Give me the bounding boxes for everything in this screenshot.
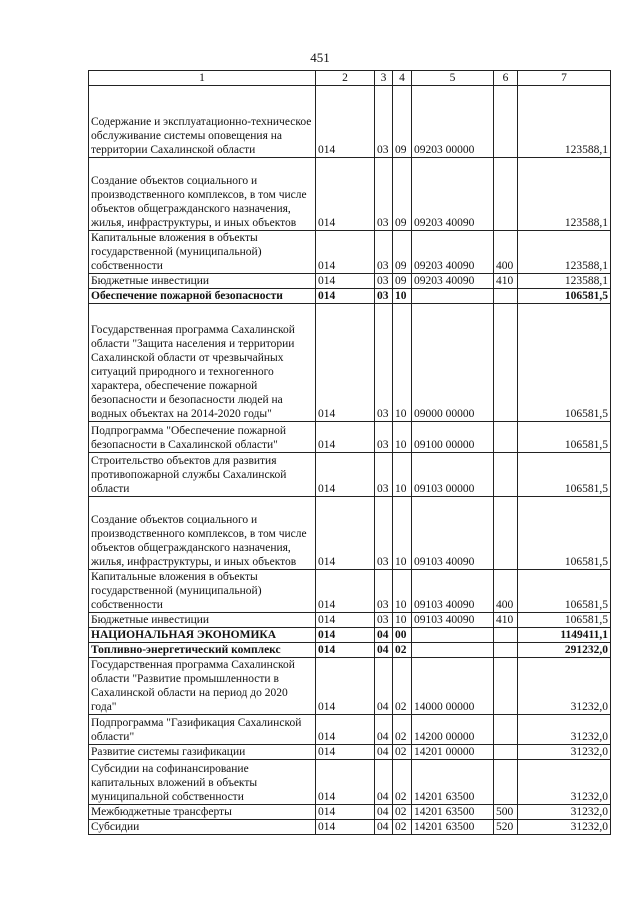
row-name: Топливно-энергетический комплекс: [89, 643, 316, 658]
row-name: Создание объектов социального и производственного комплексов, в том числе объектов общегражданского назначения, жилья, инфраструктуры, и иных объектов: [89, 497, 316, 570]
row-amount: 31232,0: [518, 820, 611, 835]
row-section-code: 04: [375, 805, 393, 820]
row-ministry-code: 014: [316, 86, 375, 158]
row-name: Создание объектов социального и производственного комплексов, в том числе объектов общегражданского назначения, жилья, инфраструктуры, и иных объектов: [89, 158, 316, 231]
row-ministry-code: 014: [316, 497, 375, 570]
row-section-code: 03: [375, 274, 393, 289]
row-ministry-code: 014: [316, 658, 375, 715]
row-expense-type-code: 520: [494, 820, 518, 835]
row-amount: 123588,1: [518, 158, 611, 231]
table-row: [89, 453, 611, 497]
row-ministry-code: 014: [316, 715, 375, 745]
row-amount: 31232,0: [518, 805, 611, 820]
page-number: 451: [310, 50, 330, 65]
row-target-article-code: 09103 40090: [412, 613, 494, 628]
row-target-article-code: 09103 00000: [412, 453, 494, 497]
table-row: [89, 274, 611, 289]
row-section-code: 04: [375, 628, 393, 643]
table-row: [89, 422, 611, 453]
row-expense-type-code: [494, 760, 518, 805]
row-expense-type-code: [494, 86, 518, 158]
row-subsection-code: 02: [393, 745, 412, 760]
row-target-article-code: 09100 00000: [412, 422, 494, 453]
row-expense-type-code: [494, 715, 518, 745]
row-target-article-code: 09103 40090: [412, 497, 494, 570]
row-subsection-code: 09: [393, 274, 412, 289]
row-ministry-code: 014: [316, 643, 375, 658]
row-expense-type-code: [494, 497, 518, 570]
row-subsection-code: 02: [393, 760, 412, 805]
header-cell: 2: [316, 71, 375, 86]
table-row: [89, 805, 611, 820]
row-target-article-code: 14201 63500: [412, 805, 494, 820]
row-ministry-code: 014: [316, 231, 375, 274]
row-ministry-code: 014: [316, 613, 375, 628]
row-ministry-code: 014: [316, 422, 375, 453]
row-ministry-code: 014: [316, 628, 375, 643]
row-target-article-code: [412, 628, 494, 643]
header-cell: 5: [412, 71, 494, 86]
row-amount: 106581,5: [518, 570, 611, 613]
row-subsection-code: 10: [393, 453, 412, 497]
row-name: НАЦИОНАЛЬНАЯ ЭКОНОМИКА: [89, 628, 316, 643]
table-row: [89, 745, 611, 760]
row-expense-type-code: [494, 453, 518, 497]
row-target-article-code: 14000 00000: [412, 658, 494, 715]
row-name: Межбюджетные трансферты: [89, 805, 316, 820]
row-amount: 106581,5: [518, 497, 611, 570]
row-target-article-code: [412, 643, 494, 658]
row-target-article-code: 14201 63500: [412, 820, 494, 835]
row-target-article-code: 09103 40090: [412, 570, 494, 613]
row-name: Подпрограмма "Обеспечение пожарной безопасности в Сахалинской области": [89, 422, 316, 453]
row-target-article-code: 09203 40090: [412, 274, 494, 289]
table-row: [89, 570, 611, 613]
row-name: Государственная программа Сахалинской области "Развитие промышленности в Сахалинской области на период до 2020 года": [89, 658, 316, 715]
row-section-code: 04: [375, 760, 393, 805]
row-ministry-code: 014: [316, 158, 375, 231]
row-ministry-code: 014: [316, 805, 375, 820]
row-expense-type-code: [494, 745, 518, 760]
row-section-code: 04: [375, 643, 393, 658]
row-amount: 106581,5: [518, 422, 611, 453]
row-subsection-code: 10: [393, 289, 412, 304]
row-section-code: 03: [375, 304, 393, 422]
row-subsection-code: 09: [393, 86, 412, 158]
header-cell: 4: [393, 71, 412, 86]
row-subsection-code: 09: [393, 231, 412, 274]
row-ministry-code: 014: [316, 760, 375, 805]
row-section-code: 03: [375, 422, 393, 453]
row-name: Развитие системы газификации: [89, 745, 316, 760]
header-cell: 3: [375, 71, 393, 86]
row-expense-type-code: [494, 628, 518, 643]
row-name: Капитальные вложения в объекты государственной (муниципальной) собственности: [89, 231, 316, 274]
row-section-code: 04: [375, 658, 393, 715]
row-section-code: 04: [375, 745, 393, 760]
row-amount: 106581,5: [518, 453, 611, 497]
row-section-code: 04: [375, 820, 393, 835]
row-expense-type-code: 410: [494, 613, 518, 628]
row-section-code: 03: [375, 497, 393, 570]
row-subsection-code: 10: [393, 613, 412, 628]
row-amount: 106581,5: [518, 613, 611, 628]
row-amount: 123588,1: [518, 231, 611, 274]
row-name: Строительство объектов для развития противопожарной службы Сахалинской области: [89, 453, 316, 497]
row-expense-type-code: [494, 422, 518, 453]
row-target-article-code: 14201 63500: [412, 760, 494, 805]
row-ministry-code: 014: [316, 274, 375, 289]
row-name: Капитальные вложения в объекты государственной (муниципальной) собственности: [89, 570, 316, 613]
row-expense-type-code: 500: [494, 805, 518, 820]
row-target-article-code: 14200 00000: [412, 715, 494, 745]
header-cell: 6: [494, 71, 518, 86]
row-name: Обеспечение пожарной безопасности: [89, 289, 316, 304]
table-row: [89, 613, 611, 628]
row-name: Субсидии: [89, 820, 316, 835]
row-expense-type-code: [494, 158, 518, 231]
row-target-article-code: 09203 40090: [412, 231, 494, 274]
header-cell: 1: [89, 71, 316, 86]
row-subsection-code: 02: [393, 715, 412, 745]
row-amount: 123588,1: [518, 86, 611, 158]
row-amount: 31232,0: [518, 658, 611, 715]
row-section-code: 03: [375, 289, 393, 304]
header-cell: 7: [518, 71, 611, 86]
row-subsection-code: 10: [393, 570, 412, 613]
row-subsection-code: 02: [393, 805, 412, 820]
table-row: [89, 760, 611, 805]
row-target-article-code: 09203 00000: [412, 86, 494, 158]
row-ministry-code: 014: [316, 453, 375, 497]
row-target-article-code: [412, 289, 494, 304]
row-amount: 31232,0: [518, 715, 611, 745]
row-subsection-code: 00: [393, 628, 412, 643]
table-row: [89, 289, 611, 304]
row-expense-type-code: [494, 304, 518, 422]
row-expense-type-code: [494, 289, 518, 304]
row-expense-type-code: 400: [494, 231, 518, 274]
row-ministry-code: 014: [316, 570, 375, 613]
header-row: [89, 71, 611, 86]
table-row: [89, 658, 611, 715]
row-amount: 106581,5: [518, 289, 611, 304]
row-subsection-code: 02: [393, 643, 412, 658]
row-expense-type-code: [494, 643, 518, 658]
table-row: [89, 715, 611, 745]
row-section-code: 03: [375, 570, 393, 613]
row-amount: 291232,0: [518, 643, 611, 658]
table-row: [89, 231, 611, 274]
row-subsection-code: 10: [393, 304, 412, 422]
row-amount: 1149411,1: [518, 628, 611, 643]
row-ministry-code: 014: [316, 820, 375, 835]
row-amount: 31232,0: [518, 760, 611, 805]
row-name: Государственная программа Сахалинской области "Защита населения и территории Сахалинской области от чрезвычайных ситуаций природного и техногенного характера, обеспечение пожарной безопасности и безопасности людей на водных объектах на 2014-2020 годы": [89, 304, 316, 422]
row-subsection-code: 10: [393, 422, 412, 453]
row-ministry-code: 014: [316, 289, 375, 304]
row-amount: 106581,5: [518, 304, 611, 422]
row-subsection-code: 02: [393, 820, 412, 835]
row-amount: 31232,0: [518, 745, 611, 760]
table-row: [89, 628, 611, 643]
row-expense-type-code: 410: [494, 274, 518, 289]
row-section-code: 03: [375, 231, 393, 274]
row-expense-type-code: 400: [494, 570, 518, 613]
row-subsection-code: 10: [393, 497, 412, 570]
table-row: [89, 86, 611, 158]
row-subsection-code: 02: [393, 658, 412, 715]
table-row: [89, 158, 611, 231]
row-name: Бюджетные инвестиции: [89, 613, 316, 628]
row-expense-type-code: [494, 658, 518, 715]
row-section-code: 03: [375, 613, 393, 628]
row-name: Содержание и эксплуатационно-техническое обслуживание системы оповещения на территории Сахалинской области: [89, 86, 316, 158]
row-target-article-code: 09000 00000: [412, 304, 494, 422]
row-section-code: 03: [375, 158, 393, 231]
table-row: [89, 820, 611, 835]
row-name: Подпрограмма "Газификация Сахалинской области": [89, 715, 316, 745]
row-target-article-code: 14201 00000: [412, 745, 494, 760]
table-row: [89, 497, 611, 570]
row-name: Субсидии на софинансирование капитальных вложений в объекты муниципальной собственности: [89, 760, 316, 805]
row-target-article-code: 09203 40090: [412, 158, 494, 231]
budget-table: [88, 70, 611, 835]
row-name: Бюджетные инвестиции: [89, 274, 316, 289]
row-amount: 123588,1: [518, 274, 611, 289]
row-ministry-code: 014: [316, 304, 375, 422]
row-section-code: 03: [375, 86, 393, 158]
row-section-code: 04: [375, 715, 393, 745]
row-section-code: 03: [375, 453, 393, 497]
table-row: [89, 643, 611, 658]
table-row: [89, 304, 611, 422]
row-subsection-code: 09: [393, 158, 412, 231]
row-ministry-code: 014: [316, 745, 375, 760]
